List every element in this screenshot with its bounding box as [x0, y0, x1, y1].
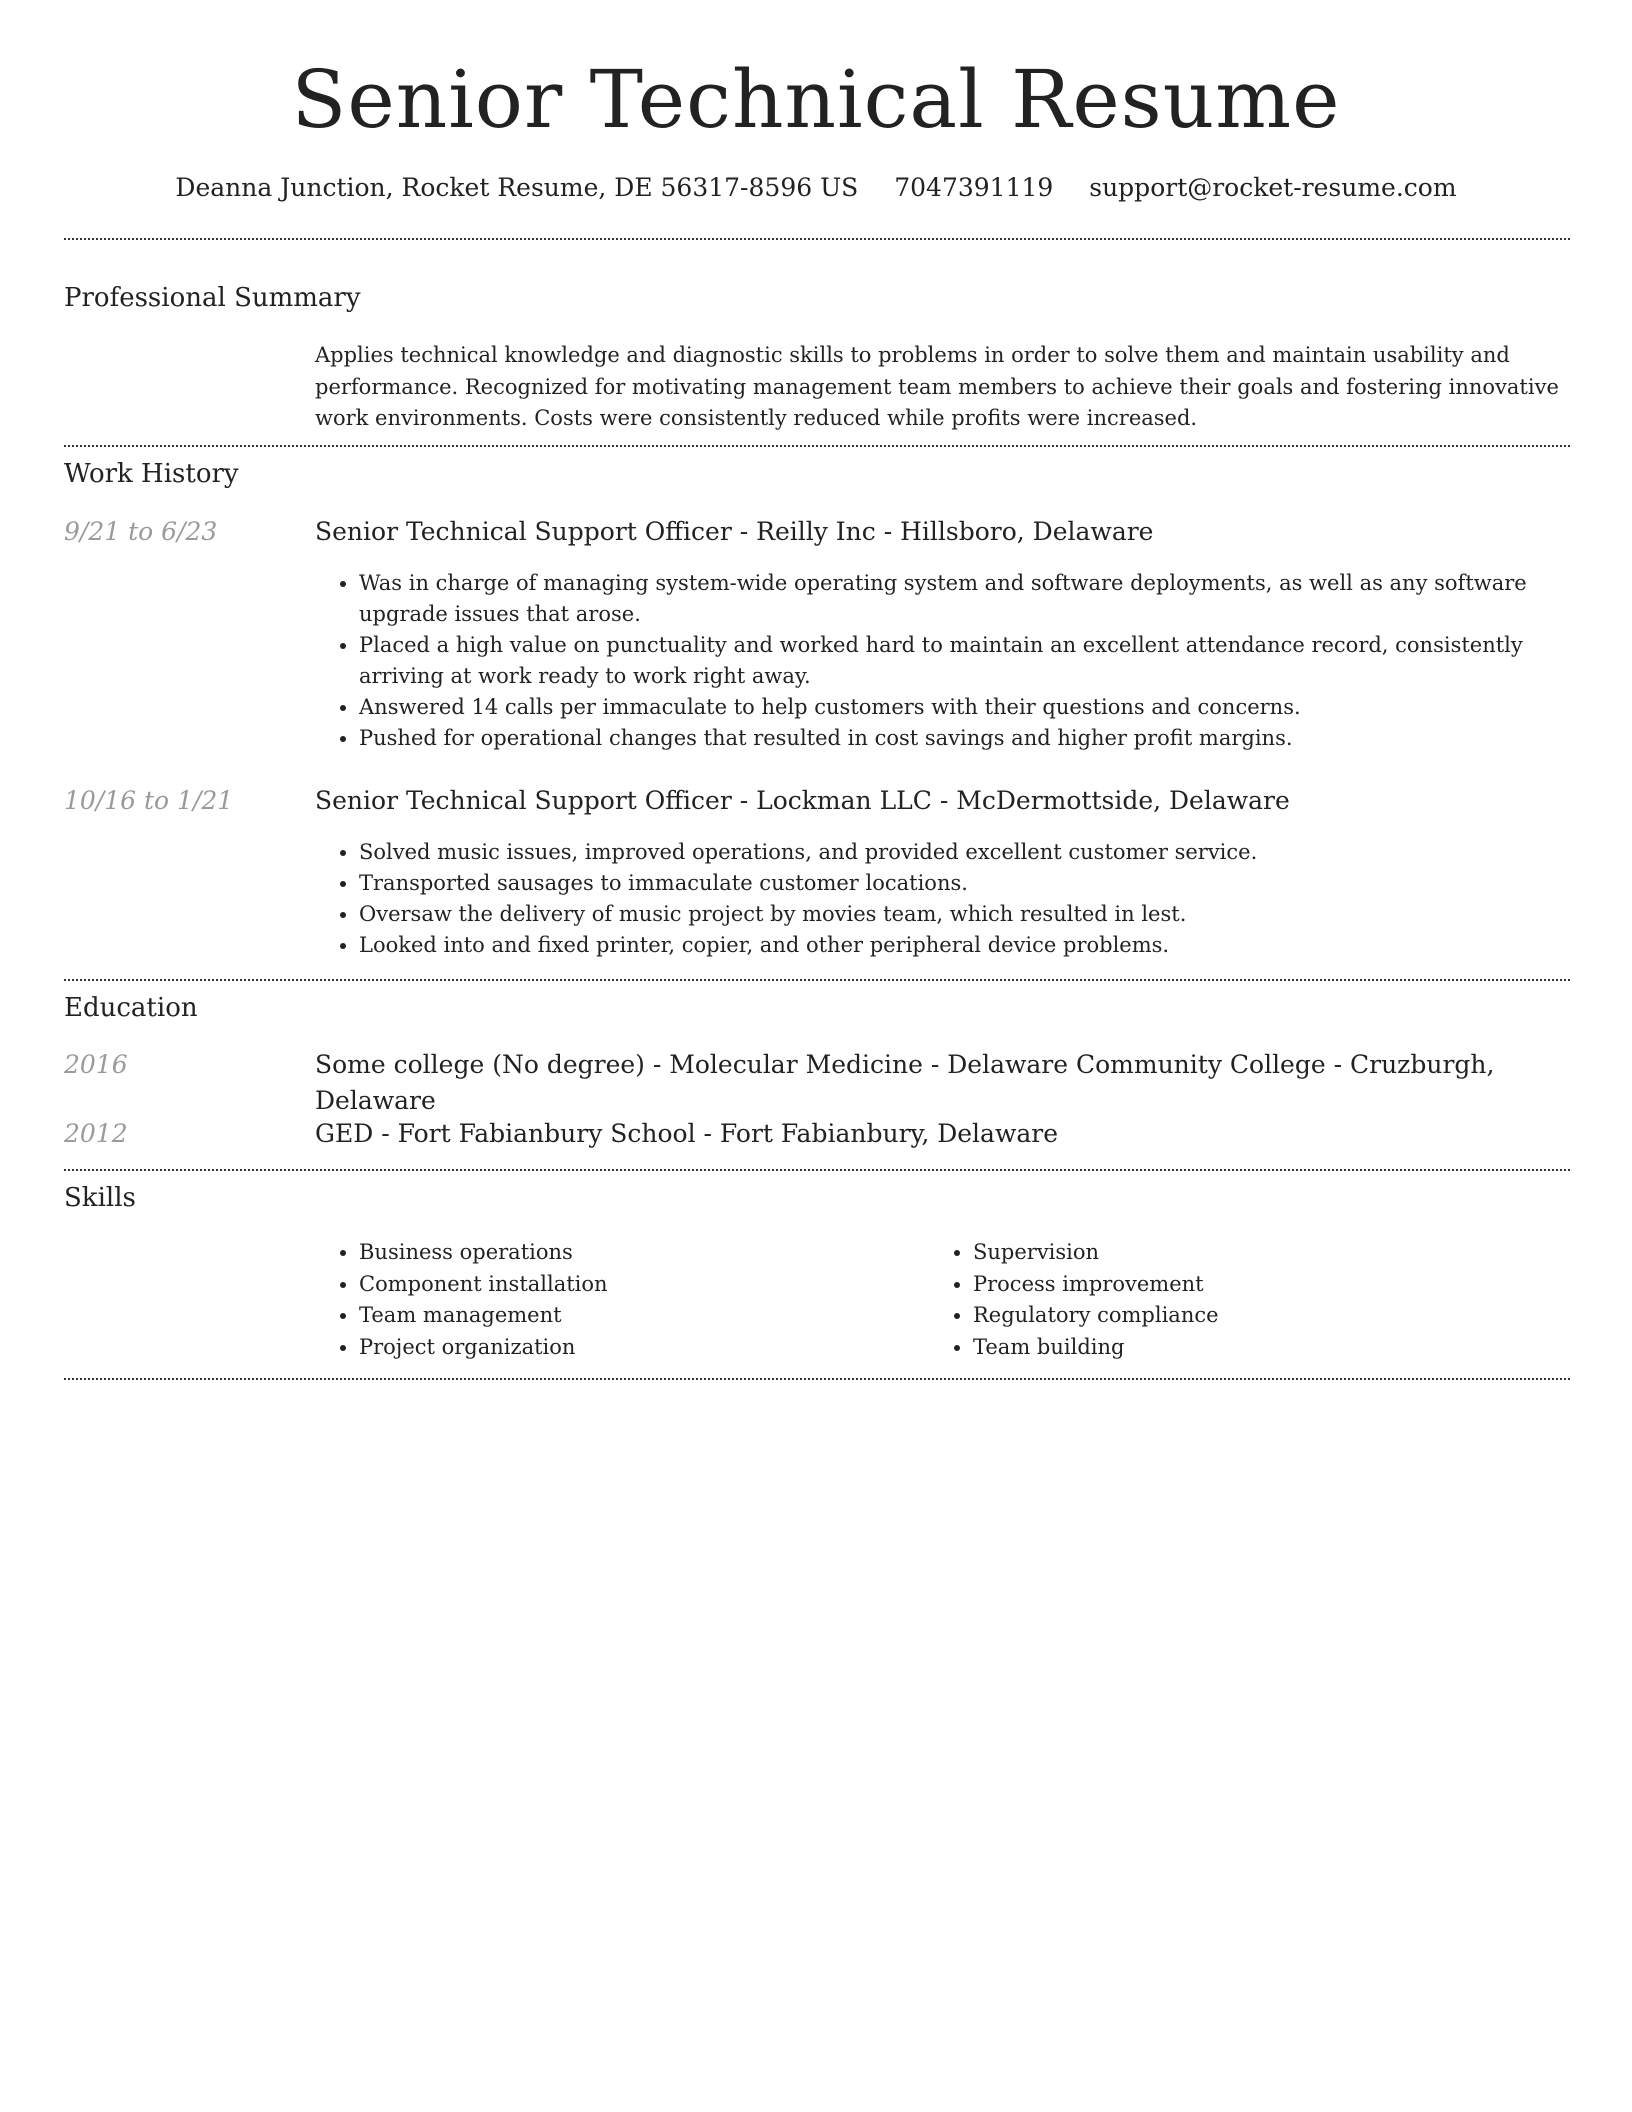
divider — [64, 979, 1570, 981]
education-degree: Some college (No degree) - Molecular Medicine — [315, 1050, 923, 1079]
education-school: - Delaware Community College - Cruzburgh, Delaware — [315, 1050, 1495, 1115]
divider — [64, 1378, 1570, 1380]
education-entry — [315, 1116, 1570, 1152]
list-item: • Placed a high value on punctuality and worked hard to maintain an excellent attendance record, consistently arriving at work ready to work right away. — [359, 630, 1570, 692]
job-role: Senior Technical Support Officer — [315, 786, 732, 815]
list-item: • Pushed for operational changes that resulted in cost savings and higher profit margins. — [359, 723, 1570, 754]
divider — [64, 1169, 1570, 1171]
job-employer: - Reilly Inc - Hillsboro, Delaware — [731, 517, 1154, 546]
list-item: • Transported sausages to immaculate customer locations. — [359, 868, 1570, 899]
skills-heading: Skills — [64, 1183, 136, 1213]
skills-list-left — [315, 1237, 929, 1363]
divider — [64, 238, 1570, 240]
list-item: • Answered 14 calls per immaculate to help customers with their questions and concerns. — [359, 692, 1570, 723]
job-title — [315, 783, 1570, 819]
skill-item: • Team management — [359, 1300, 929, 1332]
contact-address: Deanna Junction, Rocket Resume, DE 56317-8596 US — [175, 173, 859, 202]
summary-heading: Professional Summary — [64, 283, 361, 313]
job-bullets — [315, 837, 1570, 961]
job-bullets — [315, 568, 1570, 754]
job-dates: 10/16 to 1/21 — [64, 786, 234, 815]
skill-item: • Team building — [973, 1332, 1593, 1364]
work-history-heading: Work History — [64, 459, 239, 489]
education-entry — [315, 1047, 1570, 1119]
contact-line — [0, 170, 1632, 206]
list-item: • Solved music issues, improved operations, and provided excellent customer service. — [359, 837, 1570, 868]
education-year: 2016 — [64, 1050, 128, 1079]
divider — [64, 445, 1570, 447]
contact-email: support@rocket-resume.com — [1089, 173, 1457, 202]
skill-item: • Process improvement — [973, 1269, 1593, 1301]
contact-phone: 7047391119 — [894, 173, 1054, 202]
education-heading: Education — [64, 993, 198, 1023]
list-item: • Was in charge of managing system-wide operating system and software deployments, as well as any software upgrade issues that arose. — [359, 568, 1570, 630]
list-item: • Looked into and fixed printer, copier, and other peripheral device problems. — [359, 930, 1570, 961]
skill-item: • Regulatory compliance — [973, 1300, 1593, 1332]
education-year: 2012 — [64, 1119, 128, 1148]
education-school: - Fort Fabianbury School - Fort Fabianbury, Delaware — [373, 1119, 1059, 1148]
job-dates: 9/21 to 6/23 — [64, 517, 218, 546]
skill-item: • Project organization — [359, 1332, 929, 1364]
skills-list-right — [929, 1237, 1593, 1363]
job-title — [315, 514, 1570, 550]
job-role: Senior Technical Support Officer — [315, 517, 732, 546]
list-item: • Oversaw the delivery of music project by movies team, which resulted in lest. — [359, 899, 1570, 930]
skill-item: • Business operations — [359, 1237, 929, 1269]
education-degree: GED — [315, 1119, 374, 1148]
summary-text: Applies technical knowledge and diagnostic skills to problems in order to solve them and maintain usability and performance. Recognized for motivating management team members to achieve their goals and fostering innovative work environments. Costs were consistently reduced while profits were increased. — [315, 343, 1559, 430]
resume-title: Senior Technical Resume — [291, 53, 1341, 146]
job-employer: - Lockman LLC - McDermottside, Delaware — [731, 786, 1290, 815]
skill-item: • Component installation — [359, 1269, 929, 1301]
skill-item: • Supervision — [973, 1237, 1593, 1269]
